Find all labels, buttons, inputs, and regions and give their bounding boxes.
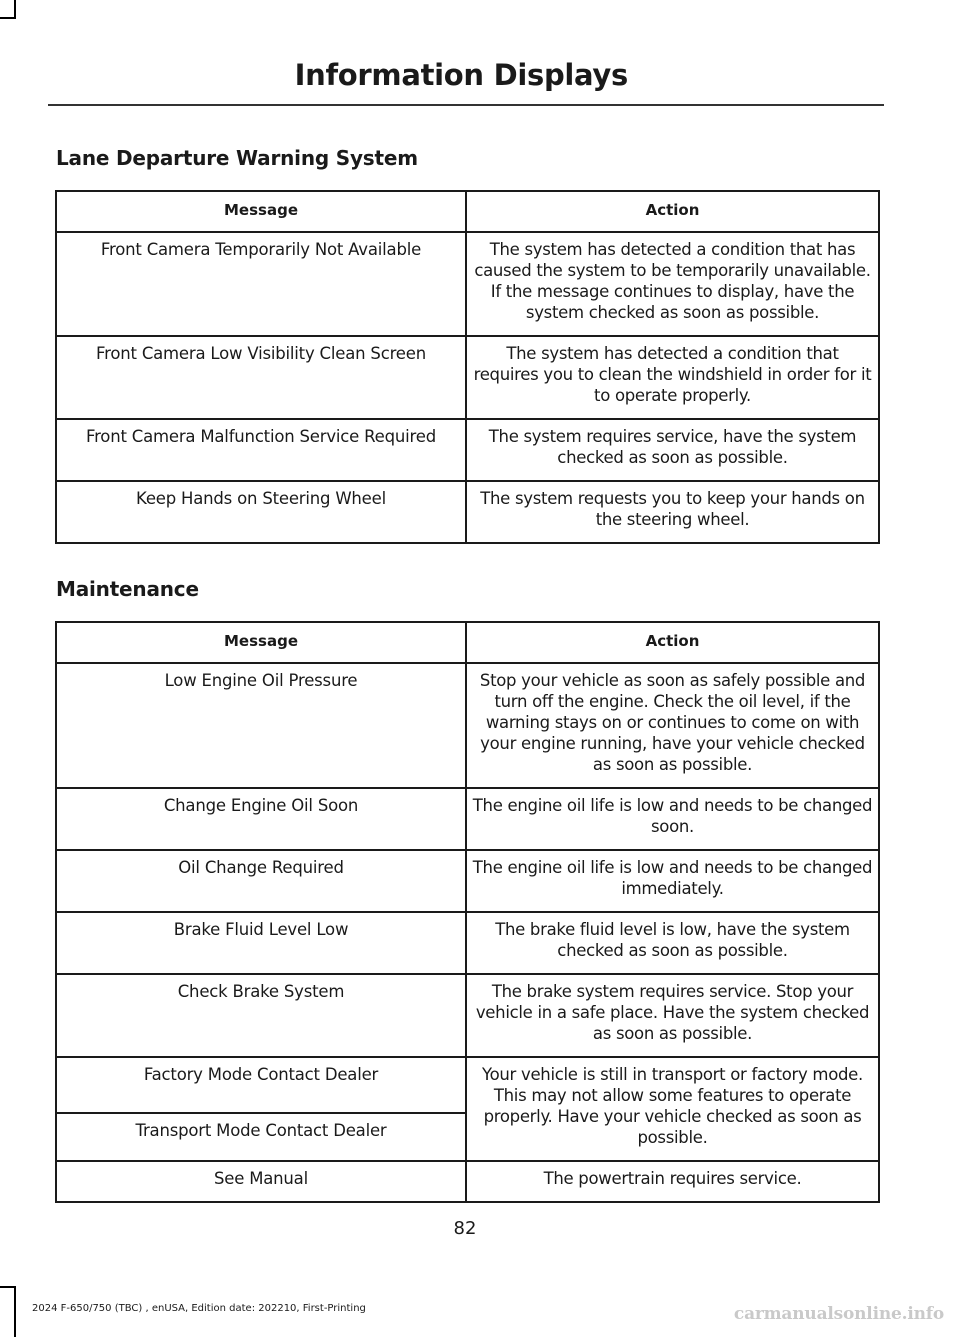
column-header-action: Action xyxy=(466,191,879,232)
message-cell: Keep Hands on Steering Wheel xyxy=(56,481,466,543)
section-title-lane-departure: Lane Departure Warning System xyxy=(56,146,418,170)
action-cell: Stop your vehicle as soon as safely possible and turn off the engine. Check the oil level, if the warning stays on or continues to come on with your engine running, have your vehicle checked as soon as possible. xyxy=(466,663,879,788)
message-cell: Front Camera Low Visibility Clean Screen xyxy=(56,336,466,419)
page-title: Information Displays xyxy=(294,58,628,92)
message-cell: Brake Fluid Level Low xyxy=(56,912,466,974)
page-number: 82 xyxy=(453,1218,477,1239)
table-row xyxy=(56,481,879,543)
message-cell: Front Camera Temporarily Not Available xyxy=(56,232,466,336)
table-row xyxy=(56,1161,879,1202)
message-cell: Change Engine Oil Soon xyxy=(56,788,466,850)
action-cell: Your vehicle is still in transport or factory mode. This may not allow some features to operate properly. Have your vehicle checked as soon as possible. xyxy=(466,1057,879,1161)
message-cell: See Manual xyxy=(56,1161,466,1202)
table-row xyxy=(56,1057,879,1113)
section-title-maintenance: Maintenance xyxy=(56,577,199,601)
table-row xyxy=(56,232,879,336)
message-cell: Low Engine Oil Pressure xyxy=(56,663,466,788)
action-cell: The brake fluid level is low, have the system checked as soon as possible. xyxy=(466,912,879,974)
crop-mark xyxy=(14,1286,16,1337)
header-divider xyxy=(48,104,884,106)
table-header-row xyxy=(56,622,879,663)
watermark: carmanualsonline.info xyxy=(733,1304,944,1324)
table-row xyxy=(56,419,879,481)
crop-mark xyxy=(0,1286,16,1288)
action-cell: The system requires service, have the system checked as soon as possible. xyxy=(466,419,879,481)
action-cell: The engine oil life is low and needs to be changed immediately. xyxy=(466,850,879,912)
lane-departure-table xyxy=(55,190,880,544)
column-header-message: Message xyxy=(56,622,466,663)
action-cell: The system requests you to keep your hands on the steering wheel. xyxy=(466,481,879,543)
message-cell: Factory Mode Contact Dealer xyxy=(56,1057,466,1113)
crop-mark xyxy=(0,17,16,19)
table-row xyxy=(56,850,879,912)
action-cell: The brake system requires service. Stop your vehicle in a safe place. Have the system checked as soon as possible. xyxy=(466,974,879,1057)
message-cell: Check Brake System xyxy=(56,974,466,1057)
footer-edition-info: 2024 F-650/750 (TBC) , enUSA, Edition date: 202210, First-Printing xyxy=(32,1303,366,1314)
column-header-action: Action xyxy=(466,622,879,663)
table-row xyxy=(56,336,879,419)
table-row xyxy=(56,974,879,1057)
table-header-row xyxy=(56,191,879,232)
crop-mark xyxy=(14,0,16,18)
table-row xyxy=(56,912,879,974)
action-cell: The engine oil life is low and needs to be changed soon. xyxy=(466,788,879,850)
action-cell: The system has detected a condition that requires you to clean the windshield in order for it to operate properly. xyxy=(466,336,879,419)
message-cell: Transport Mode Contact Dealer xyxy=(56,1113,466,1161)
action-cell: The powertrain requires service. xyxy=(466,1161,879,1202)
table-row xyxy=(56,663,879,788)
action-cell: The system has detected a condition that has caused the system to be temporarily unavailable. If the message continues to display, have the system checked as soon as possible. xyxy=(466,232,879,336)
message-cell: Front Camera Malfunction Service Required xyxy=(56,419,466,481)
maintenance-table xyxy=(55,621,880,1203)
message-cell: Oil Change Required xyxy=(56,850,466,912)
table-row xyxy=(56,788,879,850)
column-header-message: Message xyxy=(56,191,466,232)
